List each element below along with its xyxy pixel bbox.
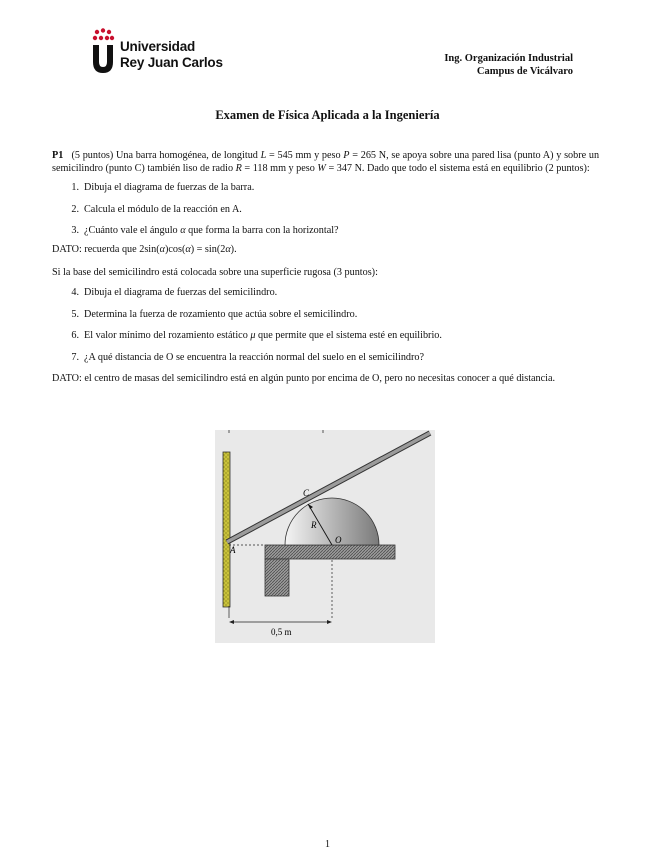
statement-part: Una barra homogénea, de longitud <box>116 150 258 161</box>
symbol-P: P <box>343 150 350 161</box>
item-number: 7. <box>71 351 79 363</box>
university-logo <box>90 28 250 76</box>
statement-part: = 118 mm y peso <box>244 162 315 174</box>
symbol-alpha: α <box>185 243 191 255</box>
label-C: C <box>303 488 310 498</box>
statement-part: = 265 N, se apoya sobre una pared lisa (punto A) y sobre un semicilindro (punto C) también liso de radio <box>52 150 600 174</box>
item-number: 4. <box>71 287 79 299</box>
question-list-b <box>52 287 599 364</box>
item-text: Determina la fuerza de rozamiento que actúa sobre el semicilindro. <box>84 308 358 320</box>
item-text-post: que permite que el sistema esté en equilibrio. <box>258 330 442 342</box>
support-top <box>265 545 395 559</box>
list-item <box>52 204 599 217</box>
list-item <box>52 330 599 343</box>
exam-title: Examen de Física Aplicada a la Ingeniería <box>215 108 440 122</box>
dato-part: DATO: recuerda que 2sin( <box>52 243 160 255</box>
problem-statement <box>52 150 599 175</box>
label-R: R <box>311 520 317 530</box>
symbol-alpha: α <box>225 243 231 255</box>
problem-body <box>52 150 599 385</box>
campus: Campus de Vicálvaro <box>476 66 573 77</box>
logo-line-1: Universidad <box>120 39 196 54</box>
list-item <box>52 309 599 322</box>
item-text <box>84 330 442 343</box>
item-number: 6. <box>71 330 79 342</box>
header-right <box>444 52 573 78</box>
item-text <box>84 225 339 238</box>
list-item <box>52 352 599 365</box>
label-A: A <box>230 545 236 555</box>
item-number: 3. <box>71 225 79 237</box>
logo-line-2: Rey Juan Carlos <box>120 55 223 70</box>
item-text: Dibuja el diagrama de fuerzas del semicilindro. <box>84 287 278 299</box>
symbol-W: W <box>317 162 326 174</box>
list-item <box>52 182 599 195</box>
item-text: Dibuja el diagrama de fuerzas de la barra. <box>84 182 255 194</box>
support-leg <box>265 559 289 596</box>
item-text-pre: El valor mínimo del rozamiento estático <box>84 330 248 342</box>
label-O: O <box>335 535 342 545</box>
problem-points: (5 puntos) <box>71 150 114 161</box>
problem-label: P1 <box>52 150 64 161</box>
university-logo-icon <box>90 28 116 74</box>
rough-surface-statement: Si la base del semicilindro está colocada sobre una superficie rugosa (3 puntos): <box>52 266 378 278</box>
statement-part: = 545 mm y peso <box>269 150 341 161</box>
item-number: 5. <box>71 308 79 320</box>
dato-part: )cos( <box>164 243 186 255</box>
page-number: 1 <box>325 839 330 850</box>
symbol-R: R <box>235 162 242 174</box>
item-number: 2. <box>71 203 79 215</box>
problem-figure <box>215 430 435 643</box>
symbol-alpha: α <box>159 243 165 255</box>
dato-2: DATO: el centro de masas del semicilindro está en algún punto por encima de O, pero no necesitas conocer a qué distancia. <box>52 372 556 384</box>
dato-1 <box>52 244 599 257</box>
item-text-post: que forma la barra con la horizontal? <box>188 225 339 237</box>
statement-part: = 347 N. Dado que todo el sistema está en equilibrio (2 puntos): <box>328 162 590 174</box>
question-list-a <box>52 182 599 238</box>
department: Ing. Organización Industrial <box>444 53 573 64</box>
symbol-mu: μ <box>250 330 256 342</box>
wall <box>223 452 230 607</box>
item-text: ¿A qué distancia de O se encuentra la reacción normal del suelo en el semicilindro? <box>84 351 425 363</box>
symbol-L: L <box>260 150 267 161</box>
item-text: Calcula el módulo de la reacción en A. <box>84 203 242 215</box>
dato-part: ) = sin(2 <box>190 243 226 255</box>
symbol-alpha: α <box>180 225 186 237</box>
dimension-label: 0,5 m <box>271 627 292 637</box>
item-text-pre: ¿Cuánto vale el ángulo <box>84 225 178 237</box>
dato-part: ). <box>230 243 237 255</box>
list-item <box>52 287 599 300</box>
item-number: 1. <box>71 182 79 194</box>
list-item <box>52 225 599 238</box>
